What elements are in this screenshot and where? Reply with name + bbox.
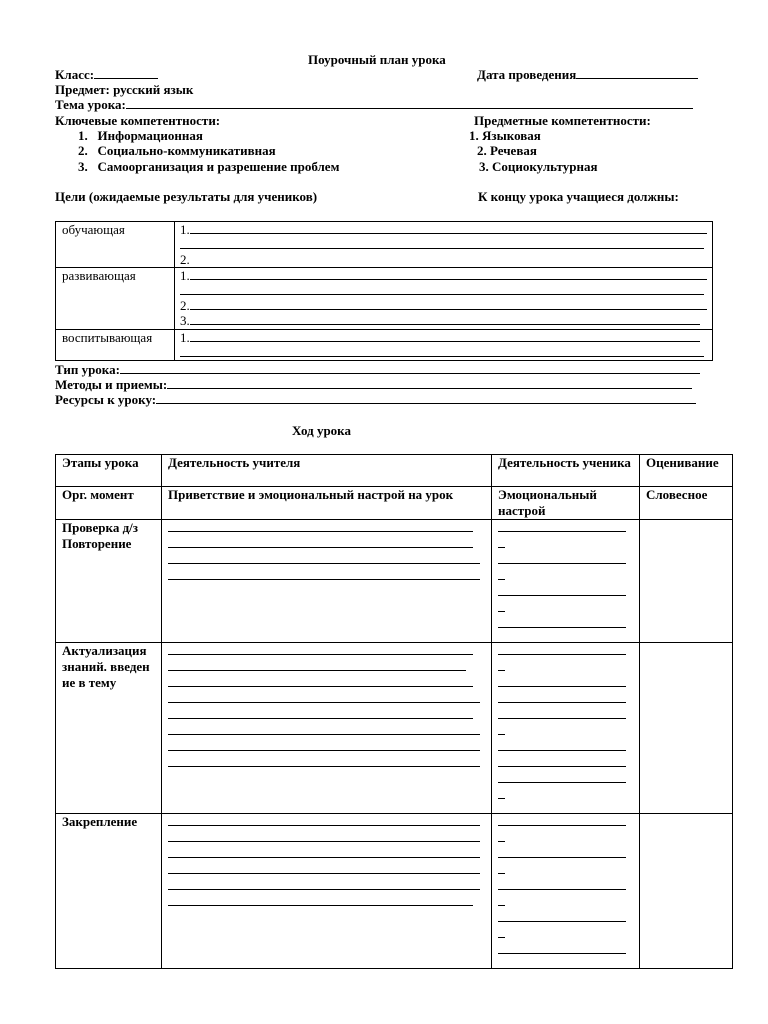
- topic-blank[interactable]: [126, 97, 693, 109]
- assessment-cell[interactable]: [640, 643, 733, 814]
- assessment-cell[interactable]: [640, 814, 733, 969]
- goal-label: обучающая: [56, 222, 175, 268]
- goal-row-educational: [56, 330, 713, 361]
- table-row: [56, 520, 733, 643]
- student-blank[interactable]: [498, 520, 626, 532]
- goal-blank[interactable]: [180, 237, 704, 249]
- resources-label: Ресурсы к уроку:: [55, 392, 157, 407]
- teacher-blank[interactable]: [168, 536, 473, 548]
- teacher-blank[interactable]: [168, 830, 480, 842]
- class-label: Класс:: [55, 67, 95, 82]
- goal-number: 3.: [180, 313, 190, 328]
- teacher-blank[interactable]: [168, 659, 466, 671]
- class-blank[interactable]: [94, 67, 158, 79]
- lesson-type-label: Тип урока:: [55, 362, 120, 377]
- student-blank[interactable]: [498, 691, 626, 703]
- key-competences-heading: Ключевые компетентности:: [55, 113, 221, 128]
- teacher-cell: Приветствие и эмоциональный настрой на урок: [162, 487, 492, 520]
- student-blank[interactable]: [498, 814, 626, 826]
- end-of-lesson-heading: К концу урока учащиеся должны:: [478, 189, 679, 204]
- topic-field: [55, 97, 693, 113]
- topic-label: Тема урока:: [55, 97, 126, 112]
- stage-cell: Закрепление: [56, 814, 162, 969]
- student-blank[interactable]: [498, 584, 626, 596]
- student-blank[interactable]: [498, 739, 626, 751]
- methods-blank[interactable]: [167, 377, 692, 389]
- goal-blank[interactable]: [190, 313, 700, 325]
- stage-cell: Орг. момент: [56, 487, 162, 520]
- goal-lines: [175, 330, 713, 361]
- student-blank[interactable]: [498, 600, 505, 612]
- methods-field: [55, 377, 692, 393]
- student-blank[interactable]: [498, 707, 626, 719]
- teacher-blank[interactable]: [168, 739, 480, 751]
- date-blank[interactable]: [576, 67, 698, 79]
- assessment-cell: Словесное: [640, 487, 733, 520]
- column-header: Деятельность ученика: [492, 455, 640, 487]
- goal-blank[interactable]: [190, 330, 700, 342]
- course-header-row: [56, 455, 733, 487]
- teacher-blank[interactable]: [168, 643, 473, 655]
- student-lines: [492, 814, 640, 969]
- column-header: Оценивание: [640, 455, 733, 487]
- teacher-blank[interactable]: [168, 552, 480, 564]
- page-title: Поурочный план урока: [308, 52, 446, 67]
- student-blank[interactable]: [498, 755, 626, 767]
- subject-competence-item: 3. Социокультурная: [479, 159, 598, 174]
- key-competence-item: 2. Социально-коммуникативная: [78, 143, 276, 158]
- teacher-blank[interactable]: [168, 862, 480, 874]
- student-blank[interactable]: [498, 536, 505, 548]
- student-blank[interactable]: [498, 846, 626, 858]
- table-row: [56, 487, 733, 520]
- class-field: [55, 67, 158, 83]
- student-blank[interactable]: [498, 552, 626, 564]
- teacher-blank[interactable]: [168, 675, 473, 687]
- goal-blank[interactable]: [190, 298, 707, 310]
- goal-blank[interactable]: [190, 222, 707, 234]
- goals-table: [55, 221, 713, 361]
- goal-number: 2.: [180, 298, 190, 313]
- goal-blank[interactable]: [180, 283, 704, 295]
- course-table: [55, 454, 733, 969]
- resources-field: [55, 392, 696, 408]
- student-blank[interactable]: [498, 771, 626, 783]
- student-lines: [492, 520, 640, 643]
- goal-number: 2.: [180, 252, 190, 267]
- methods-label: Методы и приемы:: [55, 377, 168, 392]
- student-blank[interactable]: [498, 878, 626, 890]
- goal-number: 1.: [180, 268, 190, 283]
- lesson-type-blank[interactable]: [120, 362, 700, 374]
- lesson-type-field: [55, 362, 700, 378]
- teacher-blank[interactable]: [168, 755, 480, 767]
- table-row: [56, 643, 733, 814]
- student-blank[interactable]: [498, 659, 505, 671]
- student-blank[interactable]: [498, 894, 505, 906]
- teacher-blank[interactable]: [168, 691, 480, 703]
- student-blank[interactable]: [498, 616, 626, 628]
- goals-heading: Цели (ожидаемые результаты для учеников): [55, 189, 318, 204]
- student-blank[interactable]: [498, 643, 626, 655]
- date-field: [477, 67, 698, 83]
- teacher-blank[interactable]: [168, 707, 473, 719]
- teacher-lines: [162, 643, 492, 814]
- teacher-blank[interactable]: [168, 894, 473, 906]
- course-heading: Ход урока: [292, 423, 351, 438]
- table-row: [56, 814, 733, 969]
- student-blank[interactable]: [498, 942, 626, 954]
- stage-cell: Актуализация знаний. введение в тему: [56, 643, 162, 814]
- subject-competence-item: 1. Языковая: [469, 128, 541, 143]
- key-competence-item: 3. Самоорганизация и разрешение проблем: [78, 159, 340, 174]
- goal-number: 1.: [180, 222, 190, 237]
- student-blank[interactable]: [498, 675, 626, 687]
- teacher-lines: [162, 520, 492, 643]
- goal-lines: [175, 268, 713, 330]
- goal-blank[interactable]: [190, 268, 707, 280]
- goal-number: 1.: [180, 330, 190, 345]
- date-label: Дата проведения: [477, 67, 577, 82]
- teacher-blank[interactable]: [168, 878, 480, 890]
- column-header: Этапы урока: [56, 455, 162, 487]
- teacher-lines: [162, 814, 492, 969]
- student-blank[interactable]: [498, 910, 626, 922]
- resources-blank[interactable]: [156, 392, 696, 404]
- goal-label: развивающая: [56, 268, 175, 330]
- student-lines: [492, 643, 640, 814]
- teacher-blank[interactable]: [168, 814, 480, 826]
- teacher-blank[interactable]: [168, 568, 480, 580]
- student-blank[interactable]: [498, 568, 505, 580]
- student-blank[interactable]: [498, 926, 505, 938]
- assessment-cell[interactable]: [640, 520, 733, 643]
- key-competence-item: 1. Информационная: [78, 128, 203, 143]
- teacher-blank[interactable]: [168, 520, 473, 532]
- student-blank[interactable]: [498, 862, 505, 874]
- subject-competence-item: 2. Речевая: [477, 143, 537, 158]
- student-blank[interactable]: [498, 830, 505, 842]
- teacher-blank[interactable]: [168, 846, 480, 858]
- goal-lines: [175, 222, 713, 268]
- subject-competences-heading: Предметные компетентности:: [474, 113, 651, 128]
- goal-row-teaching: [56, 222, 713, 268]
- goal-row-developing: [56, 268, 713, 330]
- goal-blank[interactable]: [180, 345, 704, 357]
- student-cell: Эмоциональный настрой: [492, 487, 640, 520]
- goal-label: воспитывающая: [56, 330, 175, 361]
- student-blank[interactable]: [498, 787, 505, 799]
- column-header: Деятельность учителя: [162, 455, 492, 487]
- stage-cell: Проверка д/з Повторение: [56, 520, 162, 643]
- subject-line: Предмет: русский язык: [55, 82, 194, 97]
- student-blank[interactable]: [498, 723, 505, 735]
- teacher-blank[interactable]: [168, 723, 480, 735]
